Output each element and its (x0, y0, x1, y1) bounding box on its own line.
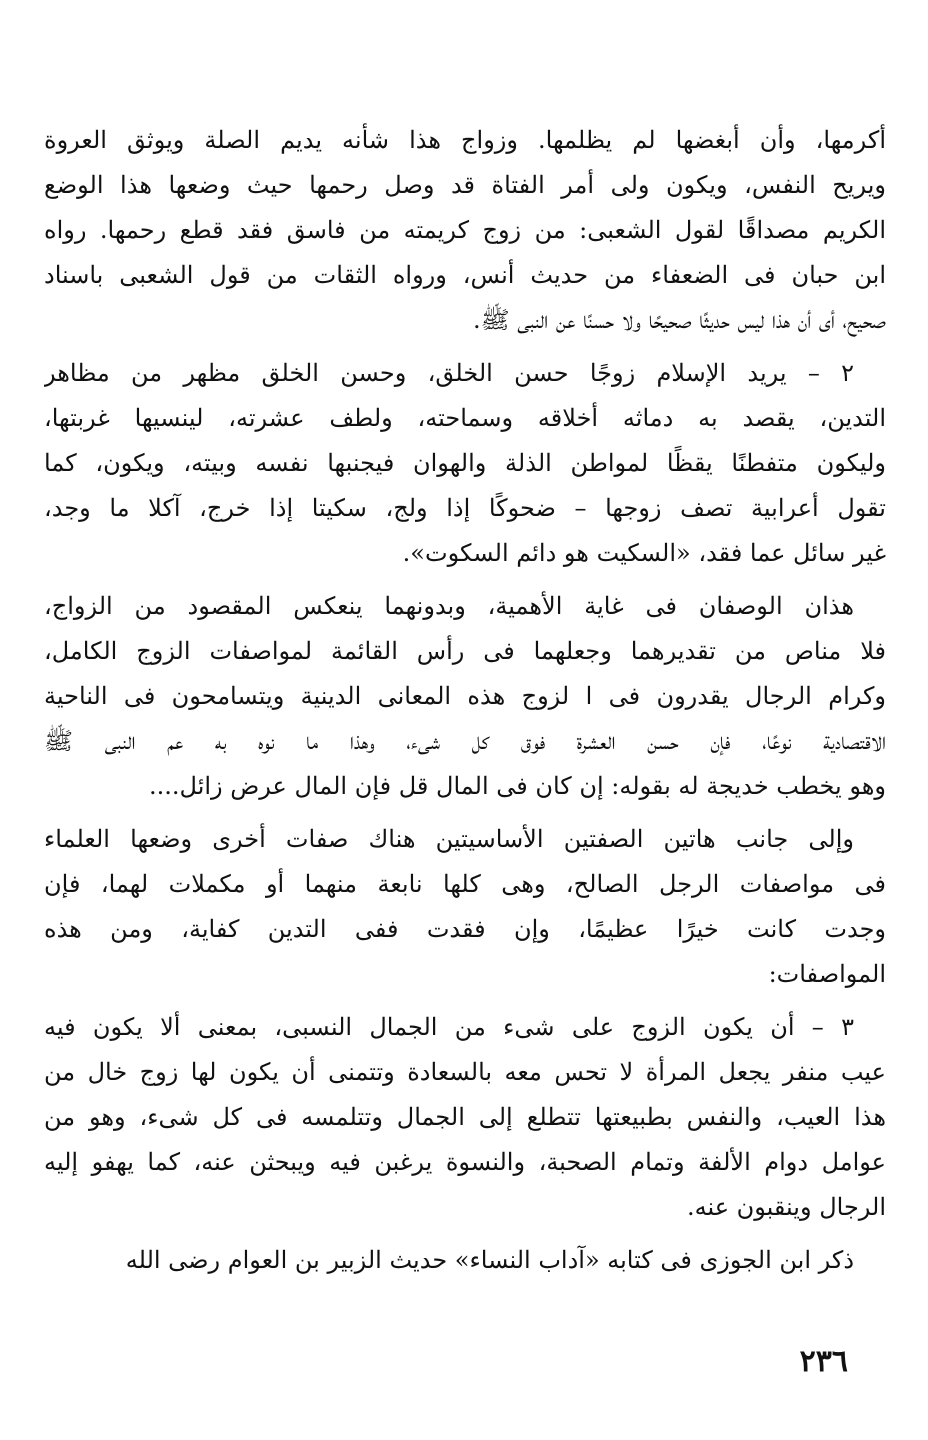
text-line: الاقتصادية نوعًا، فإن حسن العشرة فوق كل شىء، وهذا ما نوه به عم النبى ﷺ (44, 727, 886, 755)
text-line: ويريح النفس، ويكون ولى أمر الفتاة قد وصل رحمها حيث وضعها هذا الوضع (44, 171, 886, 199)
paragraph-2 (44, 351, 886, 576)
text-line: هذان الوصفان فى غاية الأهمية، وبدونهما ينعكس المقصود من الزواج، (44, 592, 854, 620)
text-line: وهو يخطب خديجة له بقوله: إن كان فى المال قل فإن المال عرض زائل.... (149, 772, 886, 800)
text-line: وكرام الرجال يقدرون فى ا لزوج هذه المعانى الدينية ويتسامحون فى الناحية (44, 682, 886, 710)
text-line: عوامل دوام الألفة وتمام الصحبة، والنسوة يرغبن فيه ويبحثن عنه، كما يهفو إليه (44, 1148, 886, 1176)
paragraph-3 (44, 584, 886, 809)
paragraph-6 (44, 1238, 886, 1283)
text-line: أكرمها، وأن أبغضها لم يظلمها. وزواج هذا شأنه يديم الصلة ويوثق العروة (44, 126, 886, 154)
text-line: صحيح، أى أن هذا ليس حديثًا صحيحًا ولا حسنًا عن النبى ﷺ. (473, 306, 886, 334)
text-line: غير سائل عما فقد، «السكيت هو دائم السكوت». (402, 539, 886, 567)
text-line: فلا مناص من تقديرهما وجعلهما فى رأس القائمة لمواصفات الزوج الكامل، (44, 637, 886, 665)
page-number: ٢٣٦ (799, 1344, 848, 1379)
text-line: التدين، يقصد به دماثه أخلاقه وسماحته، ولطف عشرته، لينسيها غربتها، (44, 404, 886, 432)
text-line: ٣ – أن يكون الزوج على شىء من الجمال النسبى، بمعنى ألا يكون فيه (44, 1013, 854, 1041)
text-line: ٢ – يريد الإسلام زوجًا حسن الخلق، وحسن الخلق مظهر من مظاهر (44, 359, 854, 387)
paragraph-5 (44, 1005, 886, 1230)
text-line: وجدت كانت خيرًا عظيمًا، وإن فقدت ففى التدين كفاية، ومن هذه (44, 915, 886, 943)
text-line: الرجال وينقبون عنه. (686, 1193, 886, 1221)
text-line: وإلى جانب هاتين الصفتين الأساسيتين هناك صفات أخرى وضعها العلماء (44, 825, 854, 853)
paragraph-1 (44, 118, 886, 343)
text-line: المواصفات: (768, 960, 886, 988)
text-line: الكريم مصداقًا لقول الشعبى: من زوج كريمته من فاسق فقد قطع رحمها. رواه (44, 216, 886, 244)
text-line: وليكون متفطنًا يقظًا لمواطن الذلة والهوان فيجنبها نفسه وبيته، ويكون، كما (44, 449, 886, 477)
page-body (44, 118, 886, 1291)
text-line: هذا العيب، والنفس بطبيعتها تتطلع إلى الجمال وتتلمسه فى كل شىء، وهو من (44, 1103, 886, 1131)
text-line: عيب منفر يجعل المرأة لا تحس معه بالسعادة وتتمنى أن يكون لها زوج خال من (44, 1058, 886, 1086)
text-line: ابن حبان فى الضعفاء من حديث أنس، ورواه الثقات من قول الشعبى باسناد (44, 261, 886, 289)
text-line: ذكر ابن الجوزى فى كتابه «آداب النساء» حديث الزبير بن العوام رضى الله (125, 1246, 854, 1274)
text-line: فى مواصفات الرجل الصالح، وهى كلها نابعة منهما أو مكملات لهما، فإن (44, 870, 886, 898)
text-line: تقول أعرابية تصف زوجها – ضحوكًا إذا ولج، سكيتا إذا خرج، آكلا ما وجد، (44, 494, 886, 522)
paragraph-4 (44, 817, 886, 997)
